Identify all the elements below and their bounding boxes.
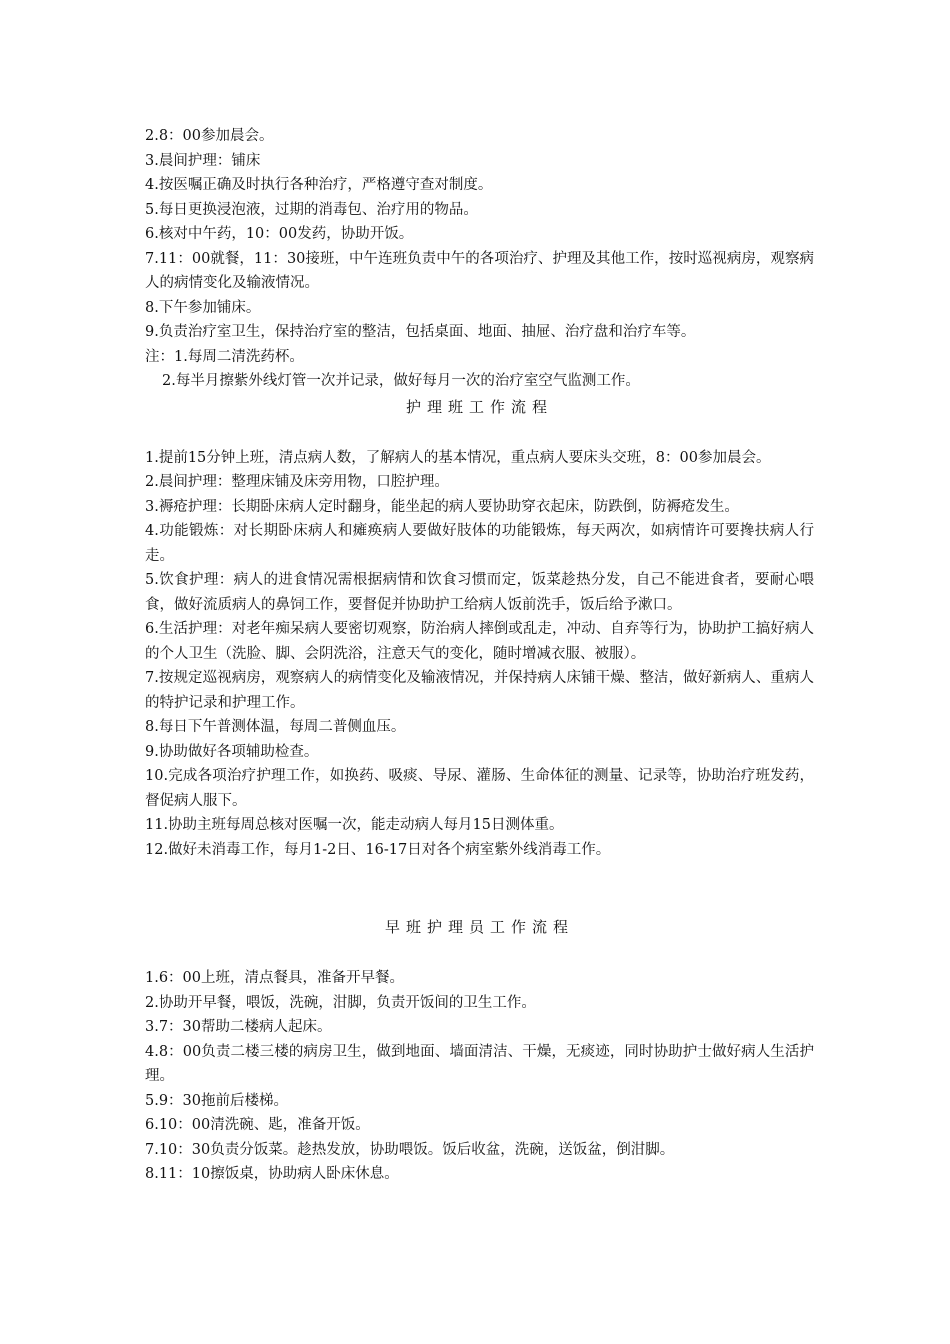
list-item: 4.8：00负责二楼三楼的病房卫生，做到地面、墙面清洁、干燥，无痰迹，同时协助护士做好病人生活护理。	[145, 1043, 814, 1084]
list-item: 2.晨间护理：整理床铺及床旁用物，口腔护理。	[145, 474, 449, 490]
list-item: 8.11：10擦饭桌，协助病人卧床休息。	[145, 1166, 399, 1182]
list-item: 4.按医嘱正确及时执行各种治疗，严格遵守查对制度。	[145, 177, 493, 193]
list-item: 10.完成各项治疗护理工作，如换药、吸痰、导尿、灌肠、生命体征的测量、记录等，协助治疗班发药，督促病人服下。	[145, 768, 814, 809]
section-title: 早班护理员工作流程	[384, 918, 574, 936]
list-item: 11.协助主班每周总核对医嘱一次，能走动病人每月15日测体重。	[145, 817, 564, 833]
list-item: 8.下午参加铺床。	[145, 299, 261, 316]
list-item: 7.11：00就餐，11：30接班，中午连班负责中午的各项治疗、护理及其他工作，按时巡视病房，观察病人的病情变化及输液情况。	[145, 250, 814, 291]
section-nursing-shift	[145, 394, 814, 863]
note-line-1: 注：1.每周二清洗药杯。	[145, 348, 304, 365]
list-item: 7.10：30负责分饭菜。趁热发放，协助喂饭。饭后收盆，洗碗，送饭盆，倒泔脚。	[145, 1141, 675, 1158]
list-item: 3.晨间护理：铺床	[145, 152, 261, 169]
list-item: 1.6：00上班，清点餐具，准备开早餐。	[145, 970, 405, 986]
section-treatment-shift	[145, 124, 814, 394]
list-item: 6.10：00清洗碗、匙，准备开饭。	[145, 1117, 370, 1133]
list-item: 2.协助开早餐，喂饭，洗碗，泔脚，负责开饭间的卫生工作。	[145, 994, 536, 1011]
list-item: 6.核对中午药，10：00发药，协助开饭。	[145, 226, 414, 242]
list-item: 5.9：30拖前后楼梯。	[145, 1092, 289, 1109]
section-early-shift-caregiver	[145, 914, 814, 1187]
note-line-2: 2.每半月擦紫外线灯管一次并记录，做好每月一次的治疗室空气监测工作。	[162, 373, 640, 389]
list-item: 9.协助做好各项辅助检查。	[145, 743, 319, 760]
list-item: 4.功能锻炼：对长期卧床病人和瘫痪病人要做好肢体的功能锻炼，每天两次，如病情许可要搀扶病人行走。	[145, 523, 814, 564]
list-item: 3.褥疮护理：长期卧床病人定时翻身，能坐起的病人要协助穿衣起床，防跌倒，防褥疮发生。	[145, 498, 739, 515]
list-item: 9.负责治疗室卫生，保持治疗室的整洁，包括桌面、地面、抽屉、治疗盘和治疗车等。	[145, 324, 696, 340]
list-item: 6.生活护理：对老年痴呆病人要密切观察，防治病人摔倒或乱走，冲动、自弃等行为，协助护工搞好病人的个人卫生（洗脸、脚、会阴洗浴，注意天气的变化，随时增减衣服、被服）。	[145, 621, 814, 662]
list-item: 3.7：30帮助二楼病人起床。	[145, 1019, 332, 1035]
list-item: 7.按规定巡视病房，观察病人的病情变化及输液情况，并保持病人床铺干燥、整洁，做好新病人、重病人的特护记录和护理工作。	[145, 670, 814, 711]
list-item: 8.每日下午普测体温，每周二普侧血压。	[145, 719, 406, 735]
list-item: 1.提前15分钟上班，清点病人数，了解病人的基本情况，重点病人要床头交班，8：00参加晨会。	[145, 449, 771, 466]
list-item: 12.做好未消毒工作，每月1-2日、16-17日对各个病室紫外线消毒工作。	[145, 841, 611, 858]
list-item: 5.每日更换浸泡液，过期的消毒包、治疗用的物品。	[145, 201, 478, 218]
section-title: 护理班工作流程	[405, 397, 553, 416]
list-item: 2.8：00参加晨会。	[145, 128, 274, 144]
list-item: 5.饮食护理：病人的进食情况需根据病情和饮食习惯而定，饭菜趁热分发，自己不能进食者，要耐心喂食，做好流质病人的鼻饲工作，要督促并协助护工给病人饭前洗手，饭后给予漱口。	[145, 572, 814, 613]
